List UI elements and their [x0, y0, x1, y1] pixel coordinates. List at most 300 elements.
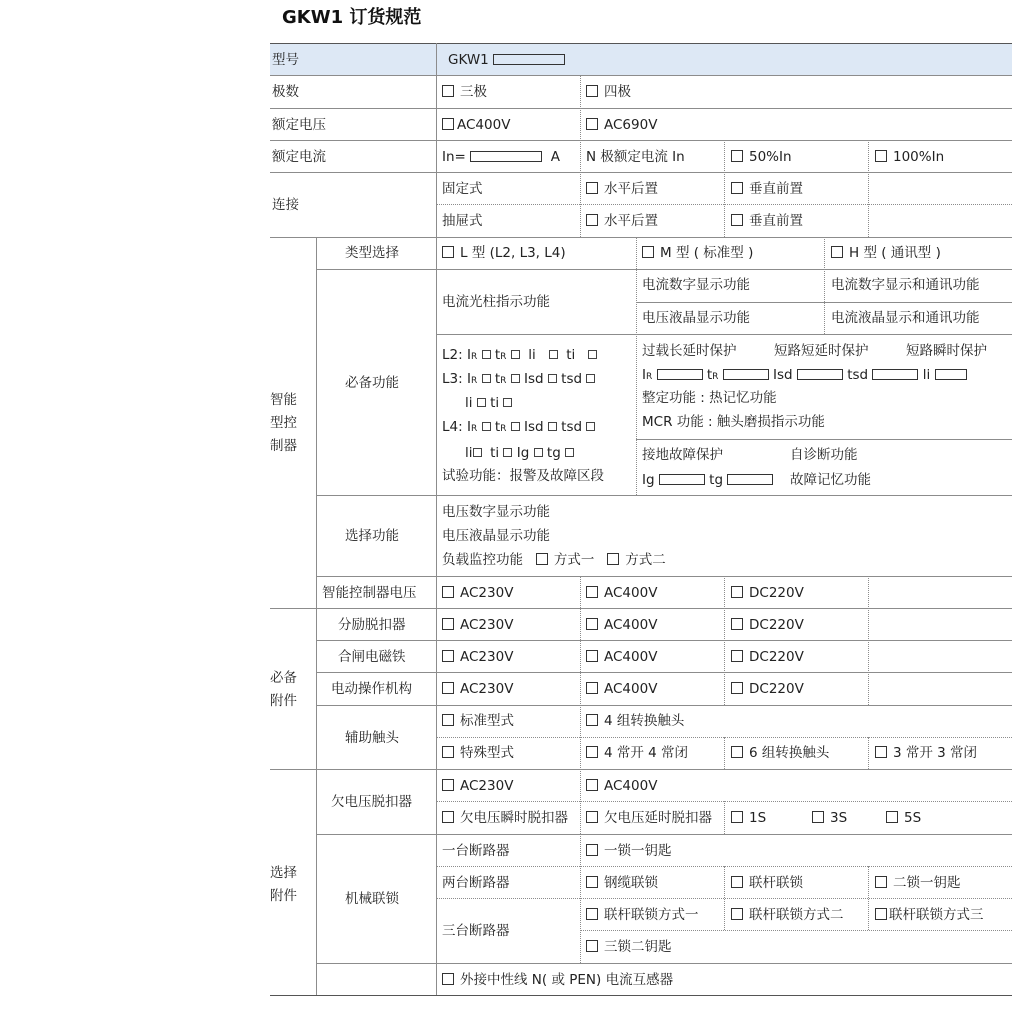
checkbox[interactable]: [534, 448, 543, 457]
checkbox[interactable]: [731, 618, 743, 630]
setting-function: 整定功能 : 热记忆功能: [642, 390, 777, 406]
option-label: 3S: [830, 810, 848, 826]
checkbox[interactable]: [536, 553, 548, 565]
ir-label: I: [642, 367, 646, 383]
table-header-row: [270, 44, 1012, 75]
checkbox[interactable]: [731, 908, 743, 920]
model-suffix-box[interactable]: [493, 54, 565, 65]
checkbox[interactable]: [442, 85, 454, 97]
sub-r: R: [500, 424, 507, 434]
option-label: 水平后置: [604, 181, 658, 197]
checkbox[interactable]: [473, 448, 482, 457]
row-rule: [270, 172, 1012, 173]
checkbox[interactable]: [875, 876, 887, 888]
l2-options[interactable]: [442, 347, 597, 365]
checkbox[interactable]: [586, 214, 598, 226]
test-function: 试验功能：报警及故障区段: [442, 468, 604, 484]
row-rule: [316, 640, 1012, 641]
option-label: 水平后置: [604, 213, 658, 229]
group-label-optional-accessories: 选择 附件: [270, 865, 297, 904]
option-shunt-ac230[interactable]: [442, 617, 513, 633]
column-rule: [636, 237, 637, 495]
column-rule: [868, 576, 869, 705]
checkbox[interactable]: [503, 448, 512, 457]
option-label: 5S: [904, 810, 922, 826]
function-current-digital: 电流数字显示功能: [642, 277, 750, 293]
option-aux-special[interactable]: [442, 745, 514, 761]
tr-label: t: [494, 419, 501, 435]
row-rule: [270, 237, 1012, 238]
row-label-interlock: 机械联锁: [345, 891, 399, 907]
option-label: AC400V: [457, 117, 511, 133]
checkbox[interactable]: [586, 682, 598, 694]
function-current-digital-comm: 电流数字显示和通讯功能: [831, 277, 980, 293]
checkbox[interactable]: [731, 682, 743, 694]
protection-settings[interactable]: [642, 367, 967, 385]
option-label: 四极: [604, 84, 631, 100]
checkbox[interactable]: [586, 940, 598, 952]
tr-label: t: [706, 367, 713, 383]
l4-options[interactable]: [442, 419, 595, 437]
sub-r: R: [470, 352, 478, 362]
option-label: AC690V: [604, 117, 658, 133]
option-label: 100%In: [893, 149, 945, 165]
option-ctrl-dc220[interactable]: [731, 585, 804, 601]
option-100in[interactable]: [875, 149, 944, 165]
option-label: 3 常开 3 常闭: [893, 745, 978, 761]
l3-label: L3:: [442, 371, 463, 387]
column-rule: [724, 801, 725, 834]
bar-indicator-function: 电流光柱指示功能: [442, 294, 550, 310]
ground-fault-protection: 接地故障保护: [642, 447, 723, 463]
option-label: AC230V: [460, 778, 514, 794]
option-label: 二锁一钥匙: [893, 875, 961, 891]
option-four-pole[interactable]: [586, 84, 631, 100]
row-rule: [270, 995, 1012, 996]
ig-label: Ig: [642, 472, 655, 488]
checkbox[interactable]: [442, 746, 454, 758]
function-current-lcd-comm: 电流液晶显示和通讯功能: [831, 310, 980, 326]
checkbox[interactable]: [442, 779, 454, 791]
option-label: 方式二: [625, 552, 666, 568]
li-label: li: [465, 445, 473, 461]
ir-label: I: [466, 347, 471, 363]
option-cable-interlock[interactable]: [586, 875, 658, 891]
option-ac690[interactable]: [586, 117, 657, 133]
option-label: DC220V: [749, 681, 804, 697]
option-m-type[interactable]: [642, 245, 753, 261]
option-rod-mode-2[interactable]: [731, 907, 844, 923]
option-fixed-rear[interactable]: [586, 181, 658, 197]
option-label: AC400V: [604, 617, 658, 633]
option-label: 方式一: [553, 552, 595, 568]
option-uv-1s[interactable]: [731, 810, 766, 826]
checkbox[interactable]: [503, 398, 512, 407]
checkbox[interactable]: [565, 448, 574, 457]
option-aux-4-changeover[interactable]: [586, 713, 684, 729]
option-label: 特殊型式: [460, 745, 514, 761]
option-label: AC230V: [460, 585, 514, 601]
column-rule: [724, 140, 725, 237]
checkbox[interactable]: [442, 714, 454, 726]
tsd-label: tsd: [561, 371, 583, 387]
checkbox[interactable]: [549, 350, 558, 359]
option-label: AC400V: [604, 585, 658, 601]
checkbox[interactable]: [482, 422, 491, 431]
checkbox[interactable]: [586, 746, 598, 758]
sub-r: R: [645, 372, 653, 382]
column-rule: [316, 237, 317, 995]
li-label: li: [465, 395, 473, 411]
row-rule: [270, 43, 1012, 44]
model-value: [448, 52, 565, 68]
ti-label: ti: [490, 445, 500, 461]
tsd-label: tsd: [847, 367, 869, 383]
checkbox[interactable]: [586, 618, 598, 630]
option-external-neutral-ct[interactable]: [442, 972, 673, 988]
ti-label: ti: [566, 347, 576, 363]
self-diagnosis: 自诊断功能: [790, 447, 858, 463]
sub-r: R: [712, 372, 719, 382]
row-label-connection: 连接: [272, 197, 299, 213]
option-label: DC220V: [749, 649, 804, 665]
checkbox[interactable]: [875, 746, 887, 758]
column-rule: [580, 834, 581, 963]
checkbox[interactable]: [731, 150, 743, 162]
checkbox[interactable]: [812, 811, 824, 823]
option-label: 外接中性线 N( 或 PEN) 电流互感器: [460, 972, 674, 988]
function-voltage-lcd: 电压液晶显示功能: [642, 310, 750, 326]
column-rule: [724, 576, 725, 705]
tsd-label: tsd: [561, 419, 583, 435]
in-prefix: In=: [442, 149, 466, 165]
protection-short-delay: 短路短延时保护: [774, 343, 869, 359]
tg-box[interactable]: [727, 474, 773, 485]
option-aux-3no3nc[interactable]: [875, 745, 977, 761]
option-uv-ac400[interactable]: [586, 778, 657, 794]
tr-label: t: [494, 347, 501, 363]
checkbox[interactable]: [586, 118, 598, 130]
row-label-type: 类型选择: [345, 245, 399, 261]
option-rod-mode-1[interactable]: [586, 907, 699, 923]
fault-memory: 故障记忆功能: [790, 472, 871, 488]
checkbox[interactable]: [875, 150, 887, 162]
ig-label: Ig: [516, 445, 530, 461]
row-rule: [316, 834, 1012, 835]
row-rule: [270, 608, 1012, 609]
option-aux-6-changeover[interactable]: [731, 745, 829, 761]
row-rule: [316, 576, 1012, 577]
option-three-pole[interactable]: [442, 84, 487, 100]
option-uv-delay[interactable]: [586, 810, 712, 826]
option-label: 三锁二钥匙: [604, 939, 672, 955]
option-three-lock-two-key[interactable]: [586, 939, 672, 955]
li-label: li: [528, 347, 536, 363]
column-rule: [724, 737, 725, 769]
row-label-optional: 选择功能: [345, 528, 399, 544]
tr-label: t: [494, 371, 501, 387]
option-motor-ac230[interactable]: [442, 681, 513, 697]
checkbox[interactable]: [731, 746, 743, 758]
column-rule: [580, 75, 581, 237]
row-label-controller-voltage: 智能控制器电压: [322, 585, 417, 601]
checkbox[interactable]: [548, 374, 557, 383]
l2-label: L2:: [442, 347, 463, 363]
option-label: 6 组转换触头: [749, 745, 830, 761]
checkbox[interactable]: [731, 586, 743, 598]
option-label: 欠电压延时脱扣器: [604, 810, 712, 826]
tr-box[interactable]: [723, 369, 769, 380]
option-label: AC230V: [460, 617, 514, 633]
isd-label: Isd: [523, 419, 544, 435]
option-label: AC400V: [604, 778, 658, 794]
mcr-function: MCR 功能 : 触头磨损指示功能: [642, 414, 825, 430]
li-box[interactable]: [935, 369, 967, 380]
li-label: li: [922, 367, 931, 383]
option-label: 联杆联锁方式一: [604, 907, 699, 923]
tg-label: tg: [546, 445, 561, 461]
option-one-lock-one-key[interactable]: [586, 843, 672, 859]
row-rule: [436, 334, 1012, 335]
voltage-lcd-display: 电压液晶显示功能: [442, 528, 550, 544]
checkbox[interactable]: [511, 422, 520, 431]
checkbox[interactable]: [731, 182, 743, 194]
drawout-type: 抽屉式: [442, 213, 483, 229]
two-breakers: 两台断路器: [442, 875, 510, 891]
option-label: AC400V: [604, 649, 658, 665]
checkbox[interactable]: [588, 350, 597, 359]
option-closing-ac400[interactable]: [586, 649, 657, 665]
fixed-type: 固定式: [442, 181, 483, 197]
checkbox[interactable]: [442, 586, 454, 598]
row-rule: [316, 269, 1012, 270]
option-label: M 型 ( 标准型 ): [660, 245, 754, 261]
checkbox[interactable]: [731, 650, 743, 662]
checkbox[interactable]: [886, 811, 898, 823]
option-label: AC230V: [460, 681, 514, 697]
column-rule: [868, 140, 869, 237]
checkbox[interactable]: [477, 398, 486, 407]
checkbox[interactable]: [586, 374, 595, 383]
checkbox[interactable]: [482, 350, 491, 359]
checkbox[interactable]: [442, 973, 454, 985]
checkbox[interactable]: [511, 374, 520, 383]
option-two-lock-one-key[interactable]: [875, 875, 961, 891]
option-fixed-front[interactable]: [731, 181, 803, 197]
column-rule: [436, 43, 437, 995]
option-label: H 型 ( 通讯型 ): [849, 245, 941, 261]
column-rule: [580, 576, 581, 834]
in-unit: A: [550, 149, 560, 165]
row-label-shunt: 分励脱扣器: [338, 617, 406, 633]
group-label-required-accessories: 必备 附件: [270, 670, 297, 709]
page-title: GKW1 订货规范: [282, 7, 422, 28]
row-label-undervoltage: 欠电压脱扣器: [331, 794, 412, 810]
option-uv-3s[interactable]: [812, 810, 847, 826]
option-l-type[interactable]: [442, 245, 566, 261]
option-label: 一锁一钥匙: [604, 843, 672, 859]
group-label-controller: 智能 型控 制器: [270, 392, 297, 454]
checkbox[interactable]: [586, 876, 598, 888]
sub-r: R: [470, 424, 478, 434]
sub-r: R: [500, 376, 507, 386]
row-rule: [636, 439, 1012, 440]
option-label: 联杆联锁方式三: [889, 907, 984, 923]
option-closing-dc220[interactable]: [731, 649, 804, 665]
row-rule: [316, 963, 1012, 964]
option-label: 联杆联锁: [749, 875, 803, 891]
option-50in[interactable]: [731, 149, 792, 165]
row-label-required: 必备功能: [345, 375, 399, 391]
option-ctrl-ac400[interactable]: [586, 585, 657, 601]
option-label: AC400V: [604, 681, 658, 697]
option-aux-standard[interactable]: [442, 713, 514, 729]
rated-current-input[interactable]: [442, 149, 560, 165]
option-label: L 型 (L2, L3, L4): [460, 245, 566, 261]
checkbox[interactable]: [482, 374, 491, 383]
option-rod-interlock[interactable]: [731, 875, 803, 891]
column-rule: [868, 866, 869, 930]
option-shunt-ac400[interactable]: [586, 617, 657, 633]
row-rule: [270, 769, 1012, 770]
voltage-digital-display: 电压数字显示功能: [442, 504, 550, 520]
load-monitor-label: 负载监控功能: [442, 552, 523, 568]
three-breakers: 三台断路器: [442, 923, 510, 939]
ig-box[interactable]: [659, 474, 705, 485]
checkbox[interactable]: [731, 214, 743, 226]
checkbox[interactable]: [875, 908, 887, 920]
protection-long-delay: 过载长延时保护: [642, 343, 737, 359]
option-aux-4no4nc[interactable]: [586, 745, 688, 761]
checkbox[interactable]: [586, 844, 598, 856]
n-pole-current-label: N 极额定电流 In: [586, 149, 685, 165]
row-rule: [270, 140, 1012, 141]
checkbox[interactable]: [586, 714, 598, 726]
option-rod-mode-3[interactable]: [875, 907, 984, 923]
option-motor-dc220[interactable]: [731, 681, 804, 697]
checkbox[interactable]: [831, 246, 843, 258]
option-label: 50%In: [749, 149, 792, 165]
row-label-current: 额定电流: [272, 149, 326, 165]
checkbox[interactable]: [586, 85, 598, 97]
option-uv-instant[interactable]: [442, 810, 568, 826]
l3-options-cont[interactable]: [465, 395, 512, 411]
row-label-motor: 电动操作机构: [331, 681, 412, 697]
isd-box[interactable]: [797, 369, 843, 380]
option-uv-ac230[interactable]: [442, 778, 513, 794]
option-label: 三极: [460, 84, 487, 100]
option-ac400[interactable]: [442, 117, 510, 133]
option-label: 4 组转换触头: [604, 713, 685, 729]
checkbox[interactable]: [586, 779, 598, 791]
row-label-aux: 辅助触头: [345, 730, 399, 746]
column-rule: [824, 237, 825, 334]
checkbox[interactable]: [442, 650, 454, 662]
option-closing-ac230[interactable]: [442, 649, 513, 665]
tsd-box[interactable]: [872, 369, 918, 380]
one-breaker: 一台断路器: [442, 843, 510, 859]
option-label: 4 常开 4 常闭: [604, 745, 689, 761]
option-label: DC220V: [749, 617, 804, 633]
option-label: 联杆联锁方式二: [749, 907, 844, 923]
ir-label: I: [466, 419, 471, 435]
checkbox[interactable]: [548, 422, 557, 431]
protection-instant: 短路瞬时保护: [906, 343, 987, 359]
option-shunt-dc220[interactable]: [731, 617, 804, 633]
row-rule: [270, 75, 1012, 76]
option-label: 欠电压瞬时脱扣器: [460, 810, 568, 826]
option-motor-ac400[interactable]: [586, 681, 657, 697]
l3-options[interactable]: [442, 371, 595, 389]
row-label-model: 型号: [272, 52, 299, 68]
l4-options-cont[interactable]: [465, 445, 574, 461]
isd-label: Isd: [773, 367, 793, 383]
option-label: 标准型式: [460, 713, 514, 729]
checkbox[interactable]: [442, 618, 454, 630]
l4-label: L4:: [442, 419, 463, 435]
load-monitor[interactable]: [442, 552, 666, 568]
tg-label: tg: [709, 472, 724, 488]
checkbox[interactable]: [442, 682, 454, 694]
current-box[interactable]: [470, 151, 542, 162]
option-label: DC220V: [749, 585, 804, 601]
option-h-type[interactable]: [831, 245, 941, 261]
checkbox[interactable]: [586, 422, 595, 431]
checkbox[interactable]: [586, 586, 598, 598]
checkbox[interactable]: [442, 118, 454, 130]
checkbox[interactable]: [586, 811, 598, 823]
option-ctrl-ac230[interactable]: [442, 585, 513, 601]
option-uv-5s[interactable]: [886, 810, 921, 826]
option-label: 钢缆联锁: [604, 875, 658, 891]
checkbox[interactable]: [442, 246, 454, 258]
checkbox[interactable]: [586, 182, 598, 194]
column-rule: [724, 866, 725, 930]
ir-label: I: [466, 371, 471, 387]
option-drawout-rear[interactable]: [586, 213, 658, 229]
model-name: GKW1: [448, 52, 489, 68]
checkbox[interactable]: [586, 908, 598, 920]
option-label: AC230V: [460, 649, 514, 665]
checkbox[interactable]: [731, 876, 743, 888]
checkbox[interactable]: [642, 246, 654, 258]
option-label: 垂直前置: [749, 213, 803, 229]
row-label-poles: 极数: [272, 84, 299, 100]
column-rule: [868, 737, 869, 769]
sub-r: R: [500, 352, 507, 362]
option-label: 垂直前置: [749, 181, 803, 197]
isd-label: Isd: [523, 371, 544, 387]
row-label-closing: 合闸电磁铁: [338, 649, 406, 665]
checkbox[interactable]: [511, 350, 520, 359]
ti-label: ti: [490, 395, 500, 411]
row-rule: [316, 705, 1012, 706]
checkbox[interactable]: [442, 811, 454, 823]
row-rule: [580, 930, 1012, 931]
ground-settings[interactable]: [642, 472, 773, 488]
checkbox[interactable]: [607, 553, 619, 565]
option-drawout-front[interactable]: [731, 213, 803, 229]
checkbox[interactable]: [586, 650, 598, 662]
checkbox[interactable]: [731, 811, 743, 823]
sub-r: R: [470, 376, 478, 386]
option-label: 1S: [749, 810, 767, 826]
row-rule: [270, 108, 1012, 109]
row-rule: [316, 672, 1012, 673]
ir-box[interactable]: [657, 369, 703, 380]
row-label-voltage: 额定电压: [272, 117, 326, 133]
row-rule: [316, 495, 1012, 496]
